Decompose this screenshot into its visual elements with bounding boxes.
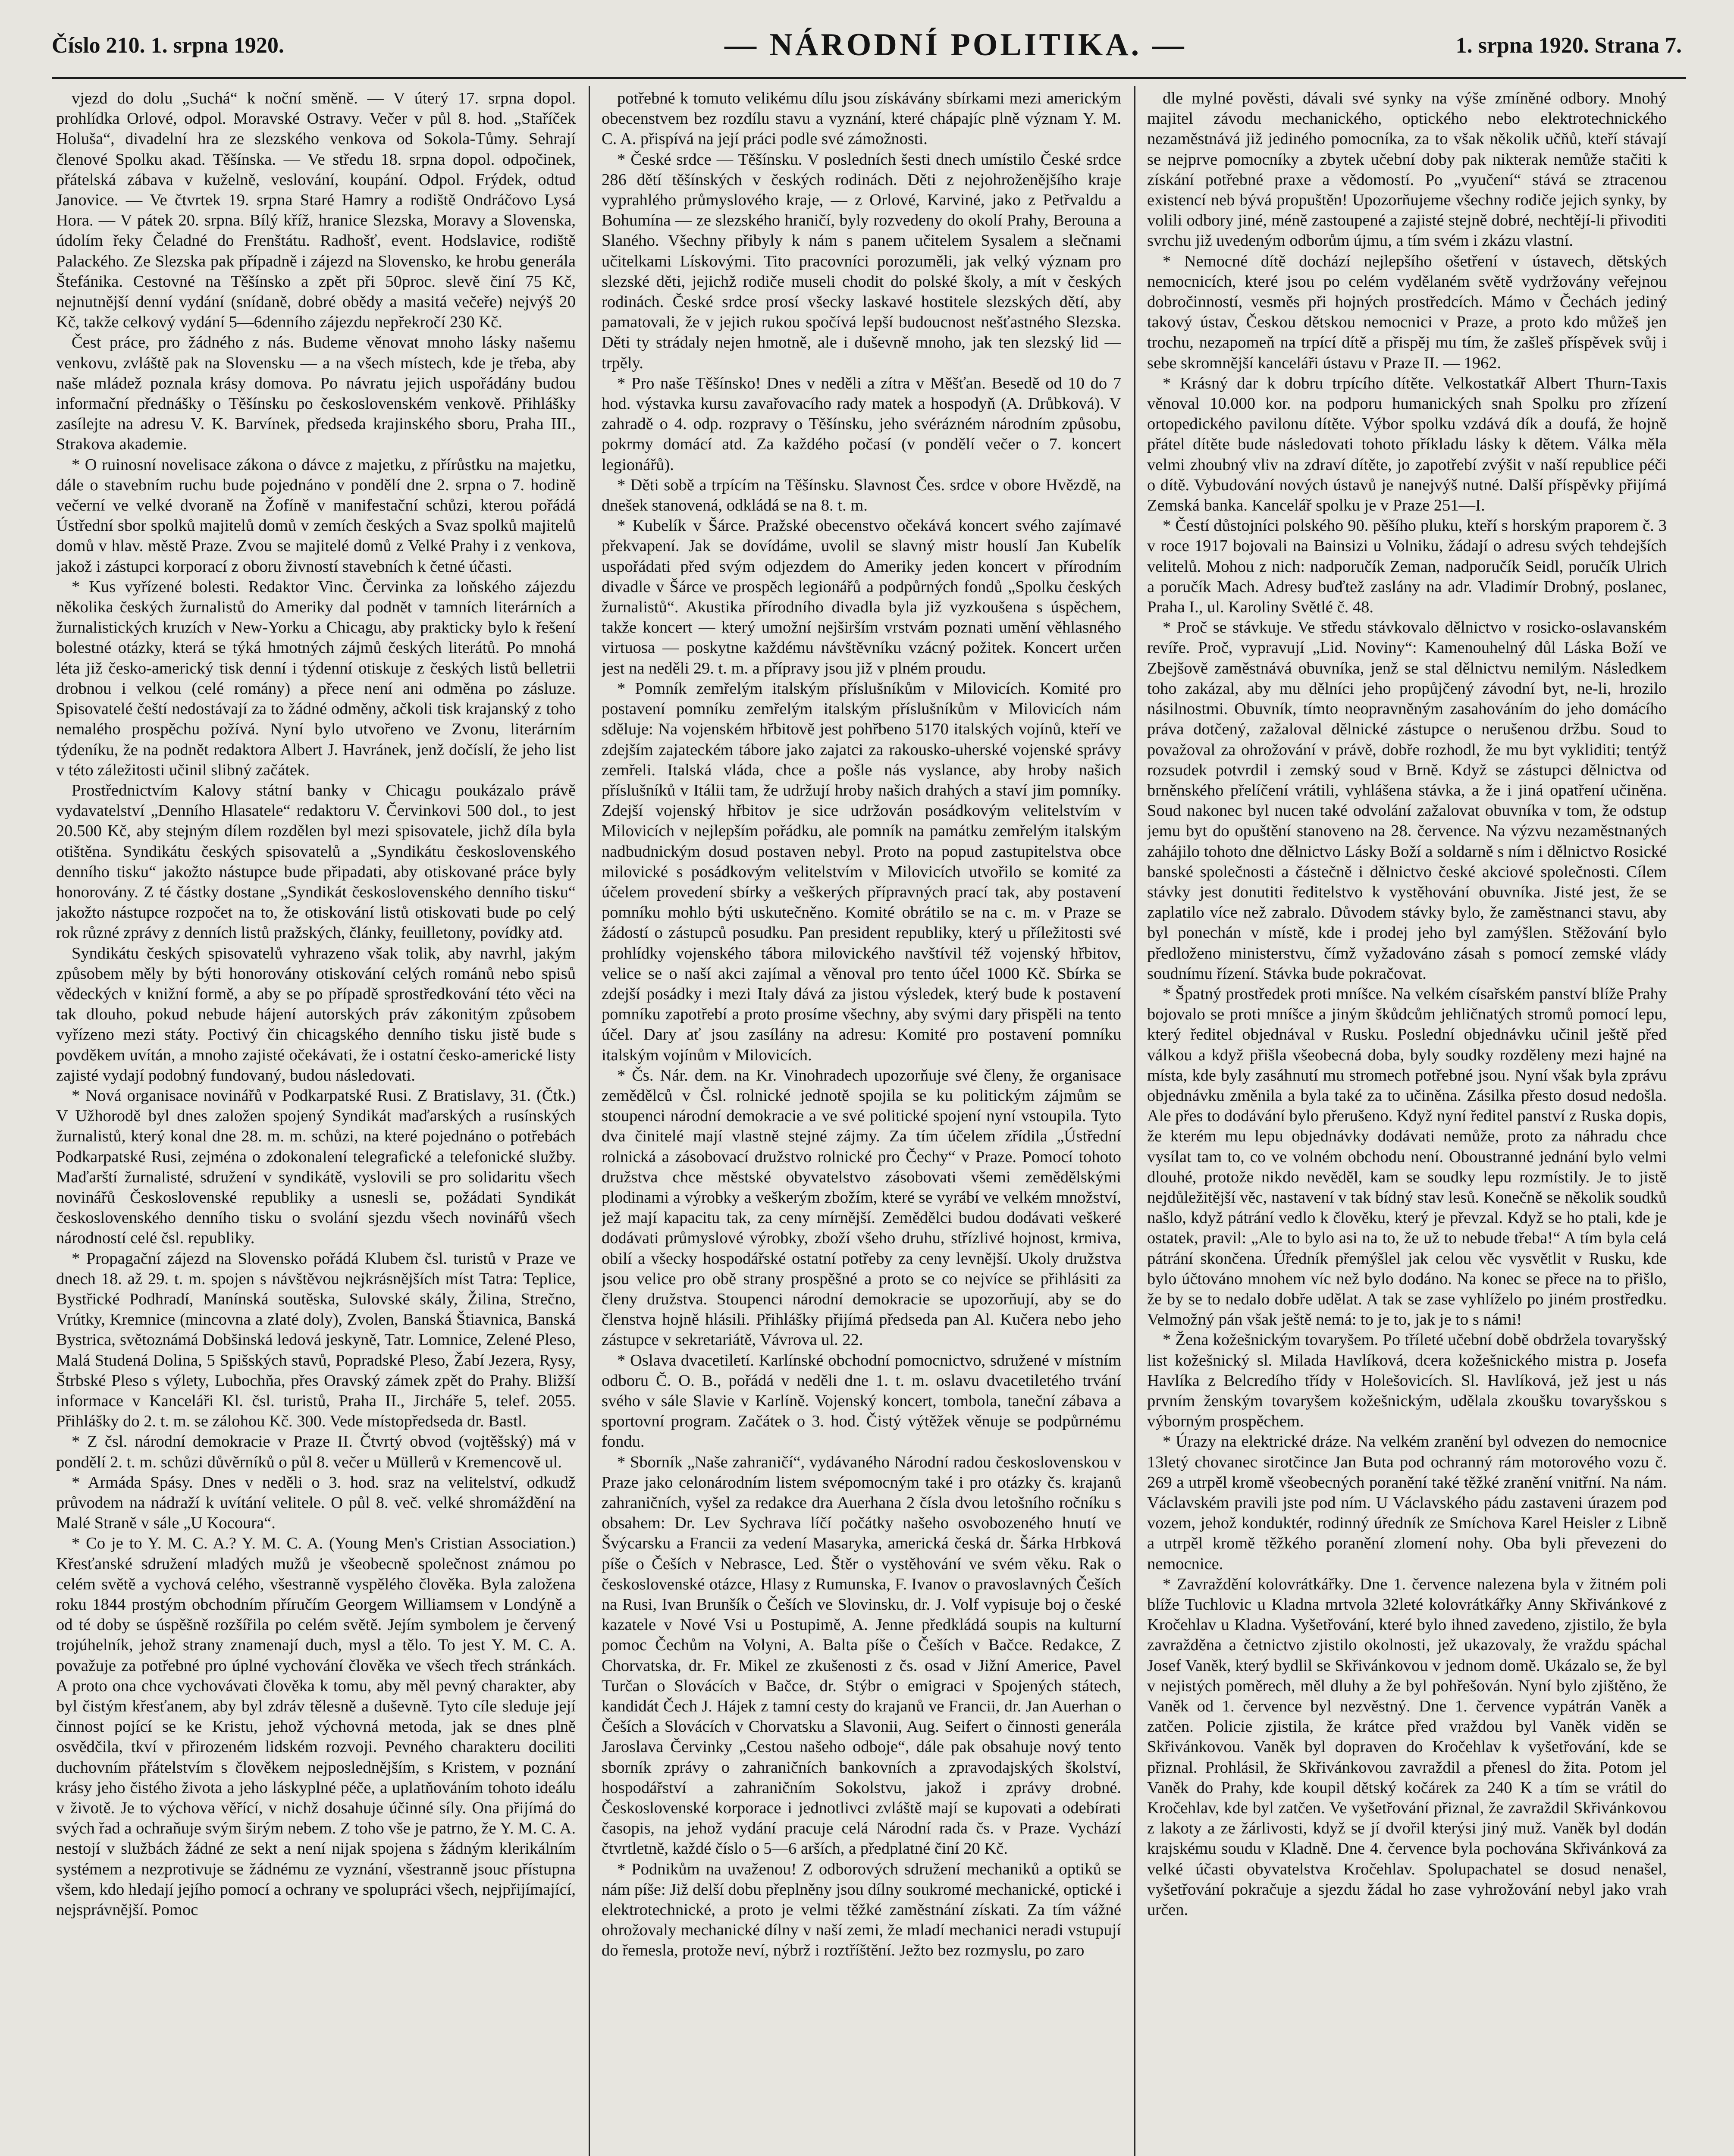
article-paragraph: * Podnikům na uvaženou! Z odborových sdružení mechaniků a optiků se nám píše: Již delší dobu přeplněny jsou dílny soukromé mechanické, optické i elektrotechnické, a proto je velmi těžké zaměstnání získati. Za tím vážné ohrožovaly mechanické dílny v naší zemi, že mladí mechanici neradi vstupují do řemesla, protože neví, nýbrž i roztříštění. Ježto bez rozmyslu, po zaro	[602, 1860, 1121, 1960]
article-paragraph: * Čs. Nár. dem. na Kr. Vinohradech upozorňuje své členy, že organisace zemědělců v Čsl. rolnické jednotě spojila se ku politickým zájmům se stoupenci národní demokracie a ve své politické spojení nyní vstoupila. Tyto dva činitelé mají vlastně stejné zájmy. Za tím účelem zřídila „Ústřední rolnická a zásobovací družstvo rolnické pro Čechy“ v Praze. Pomocí tohoto družstva chce městské obyvatelstvo zásobovati všemi zemědělskými plodinami a výrobky a veškerým zbožím, které se vyrábí ve velkém množství, jež mají kapacitu tak, za ceny mírnější. Zemědělci budou dodávati veškeré dodávati průmyslové výrobky, zboží všeho druhu, střízlivé hojnost, krmiva, obilí a všecky hospodářské ostatní potřeby za ceny levnější. Ukoly družstva jsou velice pro obě strany prospěšné a proto se co nejvíce se přihlásiti za členy družstva. Stoupenci národní demokracie se upozorňují, aby se do členstva hojně hlásili. Přihlášky přijímá předseda pan Al. Kučera nebo jeho zástupce v sekretariátě, Vávrova ul. 22.	[602, 1066, 1121, 1349]
article-paragraph: * Žena kožešnickým tovaryšem. Po tříleté učební době obdržela tovaryšský list kožešnický sl. Milada Havlíková, dcera kožešnického mistra p. Josefa Havlíka z Belcredího třídy v Holešovicích. Sl. Havlíková, jež jest u nás prvním ženským tovaryšem kožešnickým, udělala zkoušku tovaryšskou s výborným prospěchem.	[1147, 1331, 1667, 1431]
article-paragraph: Syndikátu českých spisovatelů vyhrazeno však tolik, aby navrhl, jakým způsobem měly by býti honorovány otiskování celých románů nebo spisů vědeckých v knižní formě, a aby se po případě sprostředkování této věci na tak dlouho, pokud nebude hájení autorských práv zákonitým způsobem vyřízeno mezi státy. Poctivý čin chicagského denního tisku jistě bude s povděkem uvítán, a mnoho zajisté očekávati, že i ostatní česko-americké listy zajisté vydají podobný fundovaný, budou následovati.	[56, 944, 576, 1084]
column-divider	[1134, 86, 1135, 2156]
article-paragraph: Prostřednictvím Kalovy státní banky v Chicagu poukázalo právě vydavatelství „Denního Hlasatele“ redaktoru V. Červinkovi 500 dol., to jest 20.500 Kč, aby stejným dílem rozdělen byl mezi spisovatele, jichž díla byla otištěna. Syndikátu českých spisovatelů a „Syndikátu československého denního tisku“ jakožto nástupce bude připadati, aby otiskované práce byly honorovány. Z té částky dostane „Syndikát československého denního tisku“ jakožto nástupce rozpočet na to, že otiskování listů otiskovati bude po celý rok různé zprávy z denních listů pražských, články, feuilletony, povídky atd.	[56, 781, 576, 942]
article-paragraph: * Děti sobě a trpícím na Těšínsku. Slavnost Čes. srdce v obore Hvězdě, na dnešek stanovená, odkládá se na 8. t. m.	[602, 476, 1121, 515]
article-paragraph: * Pomník zemřelým italským příslušníkům v Milovicích. Komité pro postavení pomníku zemřelým italským příslušníkům v Milovicích nám sděluje: Na vojenském hřbitově jest pohřbeno 5170 italských vojínů, kteří ve zdejším zajateckém tábore jako zajatci za rakousko-uherské vojenské správy zemřeli. Italská vláda, chce a pošle nás vyslance, aby hroby našich příslušníků v Itálii tam, že udržují hroby našich drahých a staví jim pomníky. Zdejší vojenský hřbitov je sice udržován posádkovým velitelstvím v Milovicích v nejlepším pořádku, ale pomník na památku zemřelým italským nadbudnickým dosud postaven nebyl. Proto na popud zastupitelstva obce milovické s posádkovým velitelstvím v Milovicích utvořilo se komité za účelem provedení sbírky a veškerých přípravných prací tak, aby postavení pomníku mohlo býti uskutečněno. Komité obrátilo se na c. m. v Praze se žádostí o zástupců posudku. Pan president republiky, který u příležitosti své prohlídky vojenského tábora milovického navštívil též vojenský hřbitov, velice se o naší akci zajímal a věnoval pro tento účel 1000 Kč. Sbírka se zdejší posádky i mezi Italy dává za jistou výsledek, který bude k postavení pomníku zapotřebí a proto prosíme všechny, aby svými dary přispěli na tento účel. Dary ať jsou zasílány na adresu: Komité pro postavení pomníku italským vojínům v Milovicích.	[602, 679, 1121, 1064]
article-paragraph: * Z čsl. národní demokracie v Praze II. Čtvrtý obvod (vojtěšský) má v pondělí 2. t. m. schůzi důvěrníků o půl 8. večer u Müllerů v Kremencově ul.	[56, 1432, 576, 1471]
masthead-title: — NÁRODNÍ POLITIKA. —	[724, 27, 1187, 63]
column-1	[56, 88, 576, 2156]
article-paragraph: * Armáda Spásy. Dnes v neděli o 3. hod. sraz na velitelství, odkudž průvodem na nádraží k uvítání velitele. O půl 8. več. velké shromáždění na Malé Straně v sále „U Kocoura“.	[56, 1473, 576, 1532]
column-2	[602, 88, 1121, 2156]
article-paragraph: * Co je to Y. M. C. A.? Y. M. C. A. (Young Men's Cristian Association.) Křesťanské sdružení mladých mužů je všeobecně společnost známou po celém světě a vychová celého, všestranně vyspělého člověka. Byla založena roku 1844 prostým obchodním příručím Georgem Williamsem v Londýně a od té doby se úspěšně rozšířila po celém světě. Jejím symbolem je červený trojúhelník, jehož strany znamenají duch, mysl a tělo. To jest Y. M. C. A. považuje za potřebné pro úplné vychování člověka ve všech třech stránkách. A proto ona chce vychovávati člověka k tomu, aby měl pevný charakter, aby byl čistým křesťanem, aby byl zdráv tělesně a duševně. Tyto cíle sleduje její činnost pojící se ke Kristu, jehož výchovná metoda, jak se dnes plně osvědčila, tkví v přirozeném lidském rozvoji. Pevného charakteru dociliti duchovním přátelstvím s člověkem nejposlednějším, s Kristem, v poznání krásy jeho čistého života a jeho láskyplné péče, a uplatňováním tohoto ideálu v životě. Je to výchova věřící, v nichž dosahuje účinné síly. Ona přijímá do svých řad a ochraňuje svým širým nebem. Z toho vše je patrno, že Y. M. C. A. nestojí v službách žádné ze sekt a není nijak spojena s žádným klerikálním systémem a nezprotivuje se žádnému ze vyznání, všestranně jsouc přístupna všem, kdo hledají jejího pomocí a ochrany ve spolupráci všech, nejpřijímající, nejsprávnější. Pomoc	[56, 1534, 576, 1919]
article-paragraph: * Sborník „Naše zahraničí“, vydávaného Národní radou československou v Praze jako celonárodním listem svépomocným také i pro otázky čs. krajanů zahraničních, vyšel za redakce dra Auerhana 2 čísla dvou letošního ročníku s obsahem: Dr. Lev Sychrava líčí počátky našeho osvobozeného hnutí ve Švýcarsku a Francii za vedení Masaryka, americká česká dr. Šárka Hrbková píše o Češích v Nebrasce, Led. Štěr o vystěhování ve svém věku. Rak o československé otázce, Hlasy z Rumunska, F. Ivanov o pravoslavných Češích na Rusi, Ivan Brunšík o Češích ve Slovinsku, dr. J. Volf vypisuje boj o české kazatele v Nové Vsi u Postupimě, A. Jenne předkládá soupis na kulturní pomoc Čechům na Volyni, A. Balta píše o Češích v Bačce. Redakce, Z Chorvatska, dr. Fr. Mikel ze zkušenosti z čs. osad v Jižní Americe, Pavel Turčan o Slovácích v Bačce, dr. Stýbr o emigraci v Spojených státech, kandidát Čech J. Hájek z tamní cesty do krajanů ve Francii, dr. Jan Auerhan o Češích a Slovácích v Chorvatsku a Slavonii, Aug. Seifert o činnosti generála Jaroslava Červinky „Cestou našeho odboje“, dále pak obsahuje nový tento sborník zprávy o zahraničních bankovních a zpravodajských školství, hospodářství a zahraničním Sokolstvu, jakož i zprávy drobné. Československé korporace i jednotlivci zvláště mají se kupovati a odebírati časopis, na jehož vydání pracuje celá Národní rada čs. v Praze. Vychází čtvrtletně, každé číslo o 5—6 arších, a předplatné činí 20 Kč.	[602, 1453, 1121, 1858]
article-paragraph: * Čestí důstojníci polského 90. pěšího pluku, kteří s horským praporem č. 3 v roce 1917 bojovali na Bainsizi u Volniku, žádají o adresu svých tehdejších velitelů. Mohou z nich: nadporučík Zeman, nadporučík Seidl, poručík Ulrich a poručík Mach. Adresy buďtež zaslány na adr. Vladimír Drobný, poslanec, Praha I., ul. Karoliny Světlé č. 48.	[1147, 517, 1667, 617]
article-paragraph: * Oslava dvacetiletí. Karlínské obchodní pomocnictvo, sdružené v místním odboru Č. O. B., pořádá v neděli dne 1. t. m. oslavu dvacetiletého trvání svého v sále Slavie v Karlíně. Vojenský koncert, tombola, taneční zábava a sportovní program. Začátek o 3. hod. Čistý výtěžek věnuje se podpůrnému fondu.	[602, 1351, 1121, 1451]
column-3	[1147, 88, 1667, 2156]
article-paragraph: * Úrazy na elektrické dráze. Na velkém zranění byl odvezen do nemocnice 13letý chovanec sirotčince Jan Buta pod ochranný rám motorového vozu č. 269 a utrpěl kromě všeobecných poranění také těžké zranění vnitřní. Na nám. Václavském pravili jste pod ním. U Václavského pádu zastaveni úrazem pod vozem, jehož konduktér, rodinný úředník ze Smíchova Karel Heisler z Libně a utrpěl kromě těžkého poranění zlomení nohy. Oba byli převezeni do nemocnice.	[1147, 1432, 1667, 1573]
article-paragraph: * Propagační zájezd na Slovensko pořádá Klubem čsl. turistů v Praze ve dnech 18. až 29. t. m. spojen s návštěvou nejkrásnějších míst Tatra: Teplice, Bystřické Podhradí, Manínská soutěska, Sulovské skály, Žilina, Strečno, Vrútky, Kremnice (mincovna a zlaté doly), Zvolen, Banská Štiavnica, Banská Bystrica, světoznámá Dobšinská ledová jeskyně, Tatr. Lomnice, Zelené Pleso, Malá Studená Dolina, 5 Spišských stavů, Popradské Pleso, Žabí Jezera, Rysy, Štrbské Pleso s výlety, Lubochňa, přes Oravský zámek zpět do Prahy. Bližší informace v Kanceláři Kl. čsl. turistů, Praha II., Jircháře 5, telef. 2055. Přihlášky do 2. t. m. se zálohou Kč. 300. Vede místopředseda dr. Bastl.	[56, 1249, 576, 1431]
article-paragraph: potřebné k tomuto velikému dílu jsou získávány sbírkami mezi americkým obecenstvem bez rozdílu stavu a vyznání, které chápajíc plně význam Y. M. C. A. přispívá na její práci podle své zámožnosti.	[602, 89, 1121, 148]
article-paragraph: * Špatný prostředek proti mníšce. Na velkém císařském panství blíže Prahy bojovalo se proti mníšce a jiným škůdcům jehličnatých stromů pomocí lepu, který ředitel objednával v Rusku. Poslední objednávku učinil ještě před válkou a když přišla všeobecná doba, byly soudky rozděleny mezi hajné na místa, kde byly zasáhnutí mu stromech potřebné jsou. Nyní však byla zprávu objednávku změnila a byla také za to učiněna. Zásilka přesto dosud nedošla. Ale přes to dodávání bylo přerušeno. Když nyní ředitel panství z Ruska dopis, že kterém mu lepu objednávky dodávati nemůže, proto za náhradu chce vysílat tam to, co ve volném obchodu není. Oboustranné jednání bylo velmi dlouhé, protože nikdo nevěděl, kam se soudky lepu rozmístily. Je to jistě nejdůležitější věc, nastavení v tak bídný stav lesů. Konečně se několik soudků našlo, když pátrání vedlo k člověku, který je převzal. Když se ho ptali, kde je ostatek, pravil: „Ale to bylo asi na to, že už to nebude třeba!“ A tím byla celá pátrání skončena. Úředník přemýšlel jak celou věc vysvětlit v Rusku, kde bylo účtováno mnohem víc než bylo dodáno. Na konec se přece na to přišlo, že by se to nedalo dobře udělat. A tak se zase vyhlíželo po jiném prostředku. Velmožný pán však ještě nemá: to je to, jak je to s námi!	[1147, 984, 1667, 1329]
issue-number: Číslo 210. 1. srpna 1920.	[52, 33, 284, 58]
article-paragraph: vjezd do dolu „Suchá“ k noční směně. — V úterý 17. srpna dopol. prohlídka Orlové, odpol. Moravské Ostravy. Večer v půl 8. hod. „Staříček Holuša“, divadelní hra ze slezského venkova od Sokola-Tůmy. Sehrají členové Spolku akad. Těšínska. — Ve středu 18. srpna dopol. odpočinek, přátelská zábava v kuželně, veslování, koupání. Odpol. Frýdek, odtud Janovice. — Ve čtvrtek 19. srpna Staré Hamry a rodiště Ondráčovo Lysá Hora. — V pátek 20. srpna. Bílý kříž, hranice Slezska, Moravy a Slovenska, údolím řeky Čeladné do Frenštátu. Radhošť, event. Hodslavice, rodiště Palackého. Ze Slezska pak případně i zájezd na Slovensko, ke hrobu generála Štefánika. Cestovné na Těšínsko a zpět při 50proc. slevě činí 75 Kč, nejnutnější denní vydání (snídaně, dobré obědy a masitá večeře) nejvýš 20 Kč, takže celkový vydání 5—6denního zájezdu nepřekročí 230 Kč.	[56, 89, 576, 332]
page-header	[52, 21, 1682, 68]
column-divider	[589, 86, 590, 2156]
article-paragraph: dle mylné pověsti, dávali své synky na výše zmíněné odbory. Mnohý majitel závodu mechanického, optického nebo elektrotechnického nezaměstnává již jediného pomocníka, za to však několik učňů, kteří stávají se nejprve pomocníky a zbytek učební doby pak nikterak nemůže stačiti k získání potřebné praxe a vědomostí. Po „vyučení“ stává se ztracenou existencí neb bývá propuštěn! Upozorňujeme všechny rodiče jejich synky, by volili odbory jiné, méně zastoupené a zajisté stejně dobré, nechtějí-li přivoditi svrchu již uvedeným odborům újmu, a tím svém i zkázu vlastní.	[1147, 89, 1667, 250]
article-paragraph: Čest práce, pro žádného z nás. Budeme věnovat mnoho lásky našemu venkovu, zvláště pak na Slovensku — a na všech místech, kde je třeba, aby naše mládež poznala krásy domova. Po návratu jejich uspořádány budou informační přednášky o Těšínsku po československém venkově. Přihlášky zasílejte na adresu V. K. Barvínek, předseda krajinského sboru, Praha III., Strakova akademie.	[56, 333, 576, 454]
header-rule	[52, 77, 1686, 79]
article-paragraph: * Kus vyřízené bolesti. Redaktor Vinc. Červinka za loňského zájezdu několika českých žurnalistů do Ameriky dal podnět v tamních literárních a žurnalistických kruzích v New-Yorku a Chicagu, aby prakticky bylo k řešení bolestné otázky, která se týká hmotných zájmů českých literátů. Po mnohá léta již česko-americký tisk denní i týdenní otiskuje z českých listů belletrii drobnou i velkou (celé romány) a přece není ani odměna po zásluze. Spisovatelé čeští nedostávají za to žádné odměny, ačkoli tisk krajanský z toho nemalého prospěchu požívá. Nyní bylo utvořeno ve Zvonu, literárním týdeníku, že na podnět redaktora Albert J. Havránek, jenž dočíslí, že jeho list v této záležitosti učinil slibný začátek.	[56, 577, 576, 779]
article-paragraph: * České srdce — Těšínsku. V posledních šesti dnech umístilo České srdce 286 dětí těšínských v českých rodinách. Děti z nejohroženějšího kraje vyprahlého průmyslového kraje, — z Orlové, Karviné, jako z Petřvaldu a Bohumína — ze slezského hraničí, byly rozvedeny do okolí Prahy, Berouna a Slaného. Všechny přibyly k nám s panem učitelem Sysalem a slečnami učitelkami Lískovými. Tito pracovníci porozuměli, jak velký význam pro slezské děti, jejichž rodiče museli chodit do polské školy, a mít v českých rodinách. České srdce prosí všecky laskavé hostitele slezských dětí, aby pamatovali, že v jejich rukou spočívá lepší budoucnost nešťastného Slezska. Děti ty strádaly nejen hmotně, ale i duševně mnoho, jak ten slezský lid — trpěly.	[602, 150, 1121, 372]
article-paragraph: * Nemocné dítě dochází nejlepšího ošetření v ústavech, dětských nemocnicích, které jsou po celém vydělaném světě vydržovány veřejnou dobročinností, vesměs při hojných prostředcích. Mámo v Čechách jediný takový ústav, Českou dětskou nemocnici v Praze, a proto kdo můžeš jen trochu, nezapomeň na trpící dítě a přispěj mu tím, že zašleš příspěvek svůj i sebe skromnější kanceláři ústavu v Praze II. — 1962.	[1147, 252, 1667, 372]
article-paragraph: * Nová organisace novinářů v Podkarpatské Rusi. Z Bratislavy, 31. (Čtk.) V Užhorodě byl dnes založen spojený Syndikát maďarských a rusínských žurnalistů, který konal dne 28. m. m. schůzi, na které pojednáno o potřebách Podkarpatské Rusi, zejména o zdokonalení telegrafické a telefonické služby. Maďarští žurnalisté, sdružení v syndikátě, vyslovili se pro solidaritu všech novinářů Československé republiky a usnesli se, požádati Syndikát československého denního tisku o svolání sjezdu všech novinářů všech národností celé čsl. republiky.	[56, 1086, 576, 1247]
article-paragraph: * Zavraždění kolovrátkářky. Dne 1. července nalezena byla v žitném poli blíže Tuchlovic u Kladna mrtvola 32leté kolovrátkářky Anny Skřivánkové z Kročehlav u Kladna. Vyšetřování, které bylo ihned zavedeno, zjistilo, že byla zavražděna a četnictvo zjistilo okolnosti, jež ukazovaly, že vraždu spáchal Josef Vaněk, který bydlil se Skřivánkovou v jednom domě. Ukázalo se, že byl v nejistých poměrech, měl dluhy a že byl pohřešován. Nyní bylo zjištěno, že Vaněk od 1. července byl nezvěstný. Dne 1. července vypátrán Vaněk a zatčen. Policie zjistila, že krátce před vraždou byl Vaněk viděn se Skřivánkovou. Vaněk byl dopraven do Kročehlav k vyšetřování, kde se přiznal. Prohlásil, že Skřivánkovou zavraždil a přenesl do žita. Potom jel Vaněk do Prahy, kde koupil dětský kočárek za 240 K a tím se vrátil do Kročehlav, kde byl zatčen. Ve vyšetřování přiznal, že zavraždil Skřivánkovou z lakoty a ze žárlivosti, když se jí dvořil kterýsi jiný muž. Vaněk byl dodán krajskému soudu v Kladně. Dne 4. července byla pochována Skřivánková za velké účasti obyvatelstva Kročehlav. Spolupachatel se dosud nenašel, vyšetřování pokračuje a sjezdu žádal ho zase vyhrožování nebyl jako vrah určen.	[1147, 1575, 1667, 1919]
page-number: 1. srpna 1920. Strana 7.	[1455, 33, 1682, 58]
article-paragraph: * Proč se stávkuje. Ve středu stávkovalo dělnictvo v rosicko-oslavanském revíře. Proč, vypravují „Lid. Noviny“: Kamenouhelný důl Láska Boží ve Zbejšově zaměstnává obuvníka, jenž se stal dělnictvu nemilým. Následkem toho zakázal, aby mu dělníci jeho propůjčený závodní byt, ne-li, hrozilo násilnostmi. Obuvník, tímto neopravněným zasahováním do jeho domácího práva dotčený, zažaloval dělnické zástupce o nerušenou držbu. Soud to považoval za ohrožování v právě, dobře rozhodl, že mu byt vykliditi; tentýž rozsudek potvrdil i zemský soud v Brně. Když se zástupci dělnictva od brněnského přelíčení vrátili, vyhlášena stávka, a že i jiná opatření učiněna. Soud nakonec byl nucen také odvolání zažalovat obuvníka v tom, že odstup jemu byt do opuštění stanoveno na 28. července. Na výzvu nezaměstnaných zahájilo tohoto dne dělnictvo Lásky Boží a soldarně s ním i dělnictvo Rosické banské společnosti a částečně i dělnictvo české akciové společnosti. Cílem stávky jest donutiti ředitelstvo k vystěhování obuvníka. Jisté jest, že se zaplatilo více než zabralo. Důvodem stávky bylo, že zaměstnanci stavu, aby byl ponechán v místě, kde i prodej jeho byl zamýšlen. Stěžování bylo předloženo ministerstvu, čímž vyžadováno zásah s pomocí zemské vlády soudnímu řízení. Stávka bude pokračovat.	[1147, 618, 1667, 983]
article-paragraph: * O ruinosní novelisace zákona o dávce z majetku, z přírůstku na majetku, dále o stavebním ruchu bude pojednáno v pondělí dne 2. srpna o 7. hodině večerní ve velké dvoraně na Žofíně v manifestační schůzi, kterou pořádá Ústřední sbor spolků majitelů domů v zemích českých a Svaz spolků majitelů domů v hlav. městě Praze. Zvou se majitelé domů z Velké Prahy i z venkova, jakož i zástupci korporací z oboru živností stavebních k četné účasti.	[56, 455, 576, 576]
article-paragraph: * Krásný dar k dobru trpícího dítěte. Velkostatkář Albert Thurn-Taxis věnoval 10.000 kor. na podporu humanických snah Spolku pro zřízení ortopedického pavilonu dítěte. Výbor spolku vzdává dík a doufá, že hojně přátel dítěte bude následovati tohoto příkladu lásky k dětem. Válka měla velmi zhoubný vliv na zdraví dítěte, jo zapotřebí zvýšit v naší republice péči o dítě. Vybudování nových ústavů je nanejvýš nutné. Další příspěvky přijímá Zemská banka. Kancelář spolku je v Praze 251—I.	[1147, 374, 1667, 515]
article-paragraph: * Pro naše Těšínsko! Dnes v neděli a zítra v Měšťan. Besedě od 10 do 7 hod. výstavka kursu zavařovacího rady matek a hospodyň (A. Drůbková). V zahradě o 4. odp. rozpravy o Těšínsku, jeho svérázném národním způsobu, pokrmy domácí atd. Za každého počasí (v pondělí večer o 7. koncert legionářů).	[602, 374, 1121, 474]
article-paragraph: * Kubelík v Šárce. Pražské obecenstvo očekává koncert svého zajímavé překvapení. Jak se dovídáme, uvolil se slavný mistr houslí Jan Kubelík uspořádati před svým odjezdem do Ameriky jeden koncert v přírodním divadle v Šárce ve prospěch legionářů a podpůrných fondů „Spolku českých žurnalistů“. Akustika přírodního divadla byla již vyzkoušena s úspěchem, takže koncert — který umožní nejširším vrstvám poznati umění věhlasného virtuosa — poskytne každému návštěvníku vzácný požitek. Koncert určen jest na neděli 29. t. m. a přípravy jsou již v plném proudu.	[602, 517, 1121, 677]
